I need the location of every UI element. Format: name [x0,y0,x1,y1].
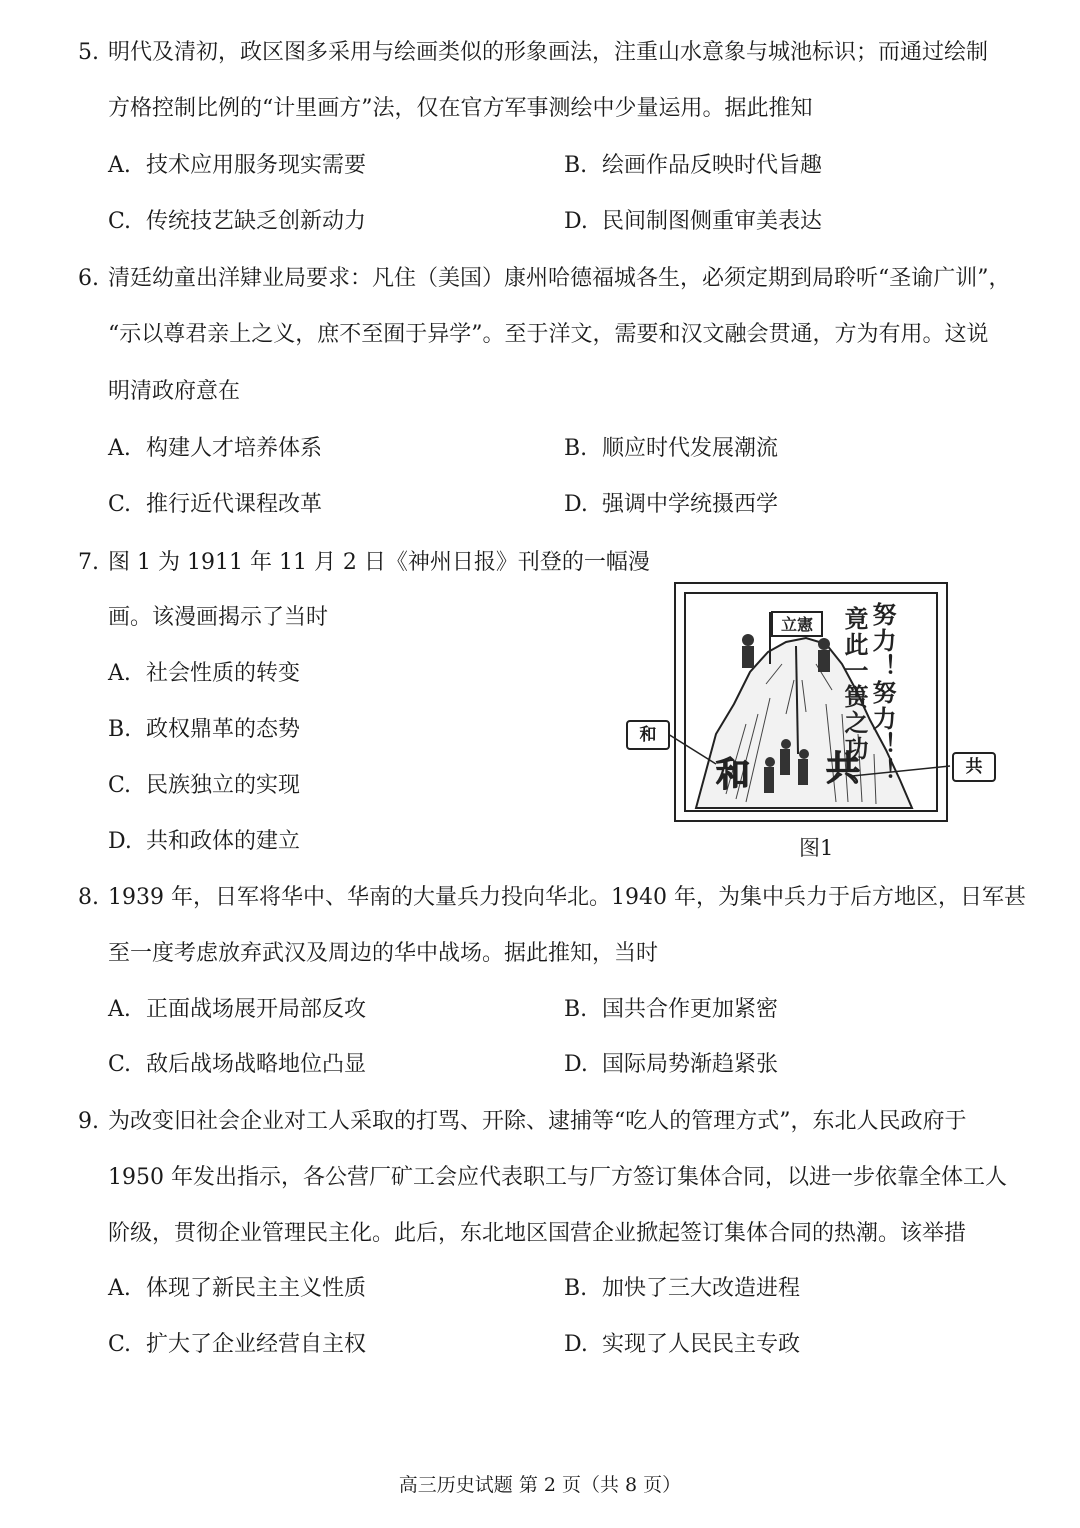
figure-head [818,638,830,650]
option-b[interactable]: B. 政权鼎革的态势 [108,717,301,742]
question-stem-line: 方格控制比例的“计里画方”法，仅在官方军事测绘中少量运用。据此推知 [108,96,813,121]
cartoon-slogan-column-1: 努力！努力！！ [868,602,897,784]
option-d[interactable]: D. 共和政体的建立 [108,829,301,854]
figure-body [818,650,830,672]
callout-gong: 共 [952,752,996,782]
option-a[interactable]: A. 社会性质的转变 [108,661,301,686]
option-c[interactable]: C. 传统技艺缺乏创新动力 [108,209,367,234]
option-b[interactable]: B. 加快了三大改造进程 [564,1276,801,1301]
question-stem-line: 画。该漫画揭示了当时 [108,605,329,630]
callout-he: 和 [626,720,670,750]
cartoon-slogan-column-2: 竟此一篑之功 [840,606,869,762]
option-a[interactable]: A. 体现了新民主主义性质 [108,1276,367,1301]
question-stem-line: 至一度考虑放弃武汉及周边的华中战场。据此推知，当时 [108,941,659,966]
option-c[interactable]: C. 推行近代课程改革 [108,492,323,517]
option-c[interactable]: C. 扩大了企业经营自主权 [108,1332,367,1357]
question-stem-line: 1950 年发出指示，各公营厂矿工会应代表职工与厂方签订集体合同，以进一步依靠全体工人 [108,1165,1007,1190]
question-stem-line: 阶级，贯彻企业管理民主化。此后，东北地区国营企业掀起签订集体合同的热潮。该举措 [108,1221,967,1246]
flag-text: 立憲 [780,615,814,634]
question-stem-line: 明清政府意在 [108,379,241,404]
question-stem-line: 明代及清初，政区图多采用与绘画类似的形象画法，注重山水意象与城池标识；而通过绘制 [108,40,989,65]
option-a[interactable]: A. 构建人才培养体系 [108,436,323,461]
page-footer: 高三历史试题 第 2 页（共 8 页） [398,1474,682,1496]
option-b[interactable]: B. 绘画作品反映时代旨趣 [564,153,823,178]
question-stem-line: “示以尊君亲上之义，庶不至囿于异学”。至于洋文，需要和汉文融会贯通，方为有用。这说 [108,322,989,347]
option-d[interactable]: D. 国际局势渐趋紧张 [564,1052,779,1077]
question-stem-line: 为改变旧社会企业对工人采取的打骂、开除、逮捕等“吃人的管理方式”，东北人民政府于 [108,1109,967,1134]
question-number: 6. [78,266,99,291]
option-a[interactable]: A. 技术应用服务现实需要 [108,153,367,178]
option-c[interactable]: C. 敌后战场战略地位凸显 [108,1052,367,1077]
question-stem-line: 1939 年，日军将华中、华南的大量兵力投向华北。1940 年，为集中兵力于后方地区，日军甚 [108,885,1026,910]
option-d[interactable]: D. 民间制图侧重审美表达 [564,209,823,234]
option-a[interactable]: A. 正面战场展开局部反攻 [108,997,367,1022]
question-number: 9. [78,1109,99,1134]
option-c[interactable]: C. 民族独立的实现 [108,773,301,798]
question-stem-line: 清廷幼童出洋肄业局要求：凡住（美国）康州哈德福城各生，必须定期到局聆听“圣谕广训”， [108,266,1011,291]
question-number: 7. [78,550,99,575]
figure-head [742,634,754,646]
mountain-text-gong: 共 [826,749,860,789]
figure-body [742,646,754,668]
question-number: 8. [78,885,99,910]
figure-caption: 图1 [799,836,834,860]
mountain-text-he: 和 [716,755,750,795]
question-stem-line: 图 1 为 1911 年 11 月 2 日《神州日报》刊登的一幅漫 [108,550,650,575]
option-d[interactable]: D. 实现了人民民主专政 [564,1332,801,1357]
option-b[interactable]: B. 顺应时代发展潮流 [564,436,779,461]
option-b[interactable]: B. 国共合作更加紧密 [564,997,779,1022]
option-d[interactable]: D. 强调中学统摄西学 [564,492,779,517]
question-number: 5. [78,40,99,65]
